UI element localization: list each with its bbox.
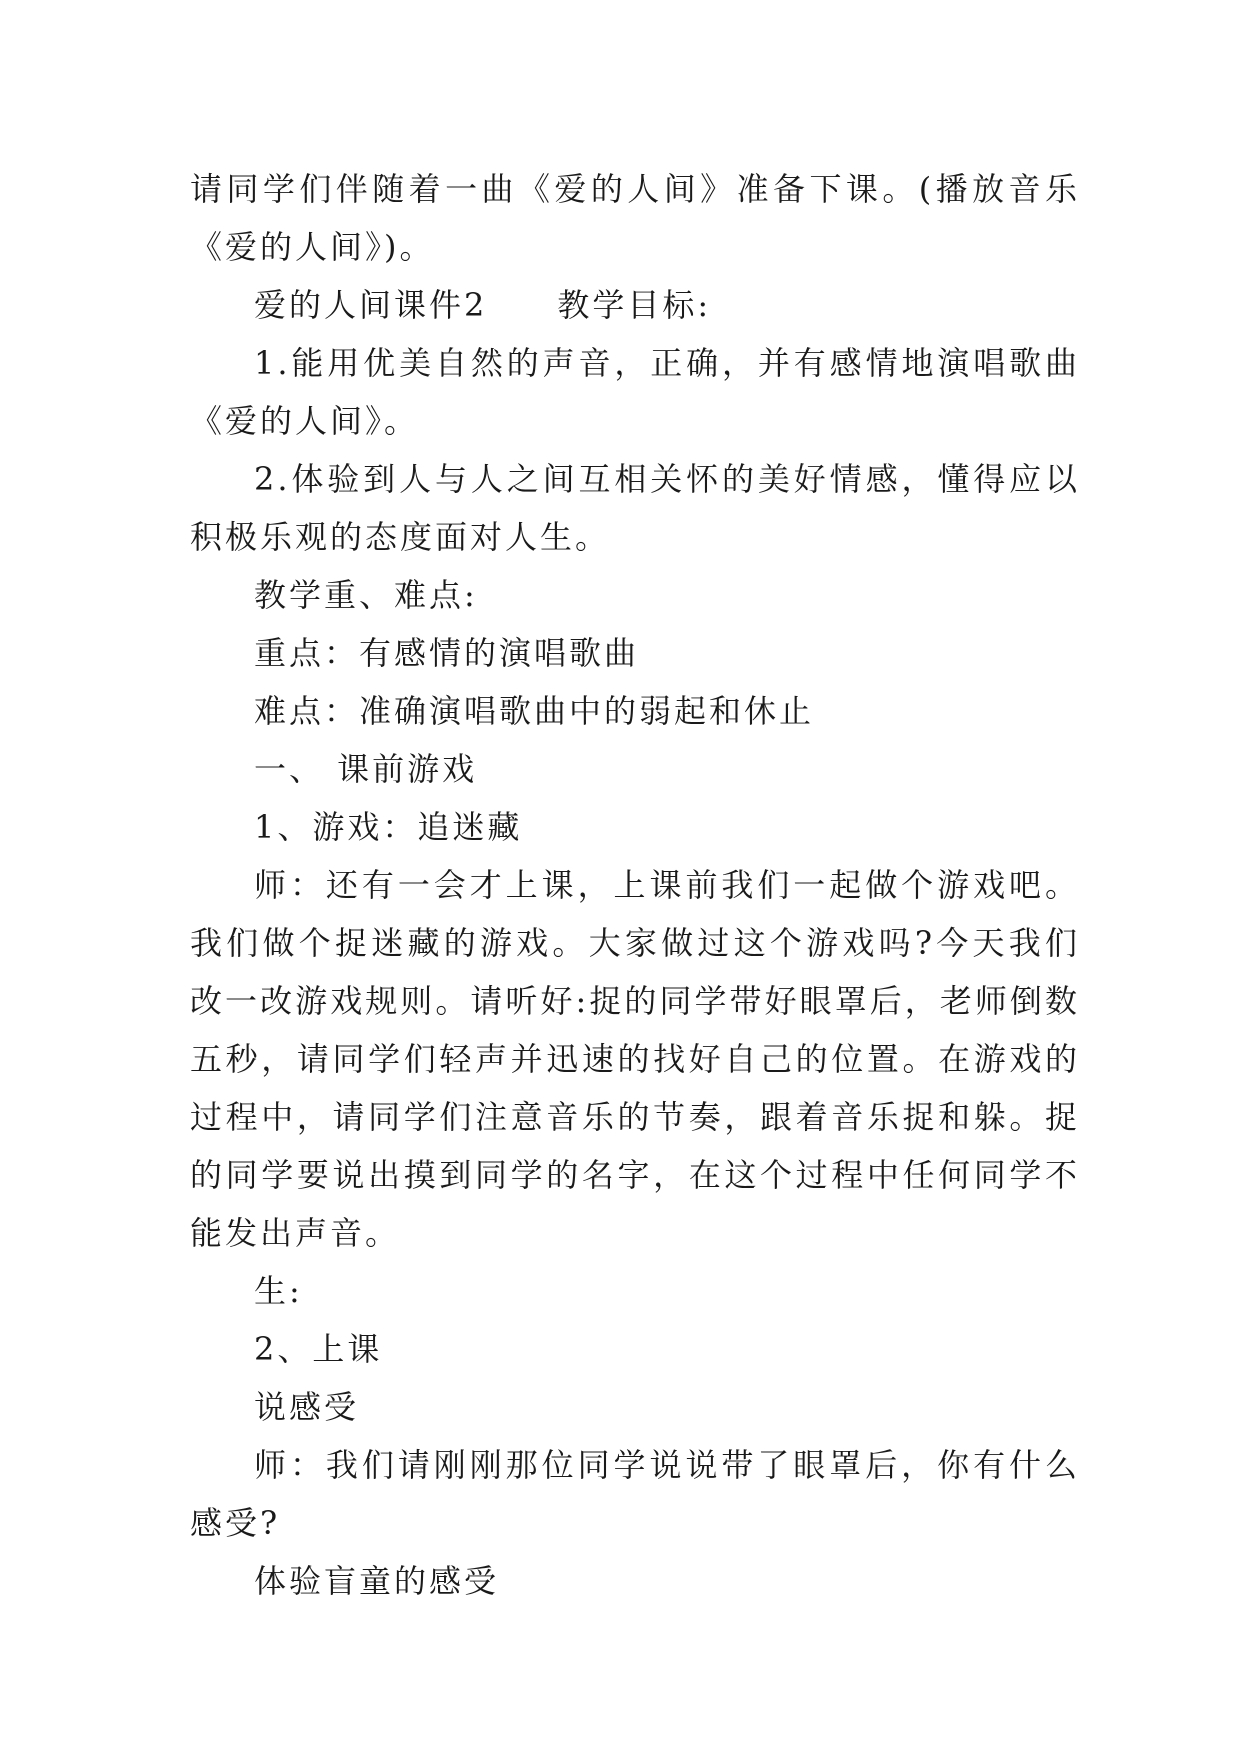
paragraph-teacher-game: 师：还有一会才上课，上课前我们一起做个游戏吧。我们做个捉迷藏的游戏。大家做过这个游戏吗?今天我们改一改游戏规则。请听好:捉的同学带好眼罩后，老师倒数五秒，请同学们轻声并迅速的找好自己的位置。在游戏的过程中，请同学们注意音乐的节奏，跟着音乐捉和躲。捉的同学要说出摸到同学的名字，在这个过程中任何同学不能发出声音。 — [190, 866, 1080, 1252]
paragraph-courseware-heading — [190, 276, 1080, 334]
paragraph-key-difficult-heading: 教学重、难点: — [254, 576, 478, 614]
paragraph-share-feelings: 说感受 — [254, 1388, 360, 1426]
paragraph-game-title: 1、游戏：追迷藏 — [254, 808, 523, 846]
paragraph-student: 生: — [254, 1272, 303, 1310]
paragraph-difficult-point: 难点：准确演唱歌曲中的弱起和休止 — [254, 692, 815, 730]
paragraph-experience: 体验盲童的感受 — [254, 1562, 500, 1600]
paragraph-teacher-question: 师：我们请刚刚那位同学说说带了眼罩后，你有什么感受? — [190, 1446, 1080, 1542]
document-body — [190, 160, 1080, 1610]
paragraph-goal-1: 1.能用优美自然的声音，正确，并有感情地演唱歌曲《爱的人间》。 — [190, 344, 1080, 440]
paragraph-key-point: 重点：有感情的演唱歌曲 — [254, 634, 640, 672]
teaching-goals-label: 教学目标: — [557, 286, 712, 324]
paragraph-closing: 请同学们伴随着一曲《爱的人间》准备下课。(播放音乐《爱的人间》)。 — [190, 170, 1080, 266]
courseware-title: 爱的人间课件2 — [254, 286, 488, 324]
paragraph-class-start: 2、上课 — [254, 1330, 383, 1368]
paragraph-section-1: 一、 课前游戏 — [254, 750, 478, 788]
paragraph-goal-2: 2.体验到人与人之间互相关怀的美好情感，懂得应以积极乐观的态度面对人生。 — [190, 460, 1080, 556]
